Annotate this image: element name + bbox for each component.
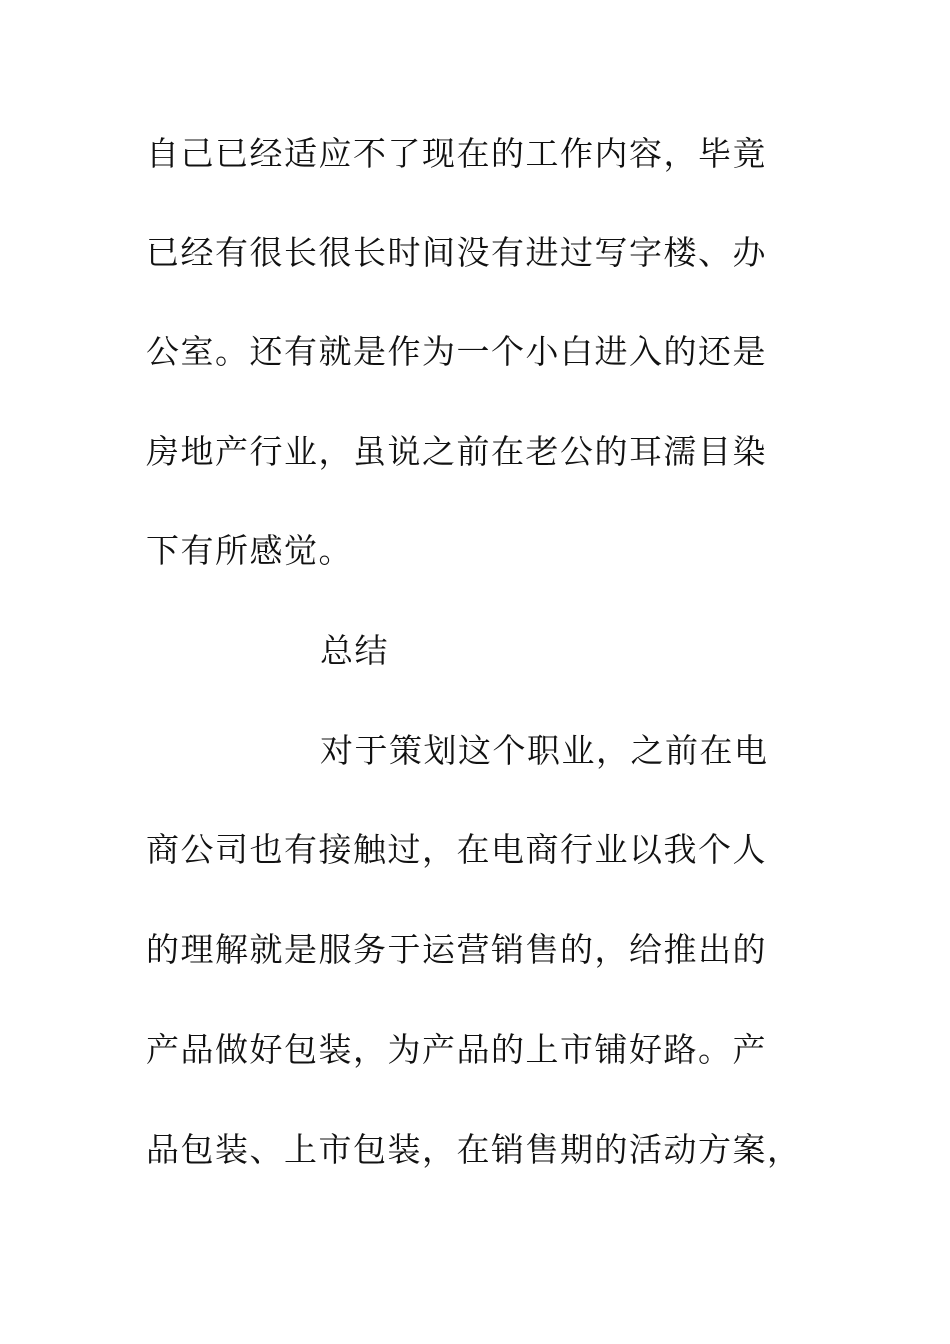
body-text-line: 公室。还有就是作为一个小白进入的还是 <box>146 332 767 371</box>
section-heading: 总结 <box>320 631 389 670</box>
body-text-line: 商公司也有接触过，在电商行业以我个人 <box>146 830 767 869</box>
body-text-line: 产品做好包装，为产品的上市铺好路。产 <box>146 1030 767 1069</box>
body-text-line: 已经有很长很长时间没有进过写字楼、办 <box>146 233 767 272</box>
body-text-line: 的理解就是服务于运营销售的，给推出的 <box>146 930 767 969</box>
body-text-line: 品包装、上市包装，在销售期的活动方案， <box>146 1130 802 1169</box>
body-text-line: 自己已经适应不了现在的工作内容，毕竟 <box>146 134 767 173</box>
body-text-line: 房地产行业，虽说之前在老公的耳濡目染 <box>146 432 767 471</box>
body-text-line: 对于策划这个职业，之前在电 <box>320 731 769 770</box>
body-text-line: 下有所感觉。 <box>146 531 353 570</box>
